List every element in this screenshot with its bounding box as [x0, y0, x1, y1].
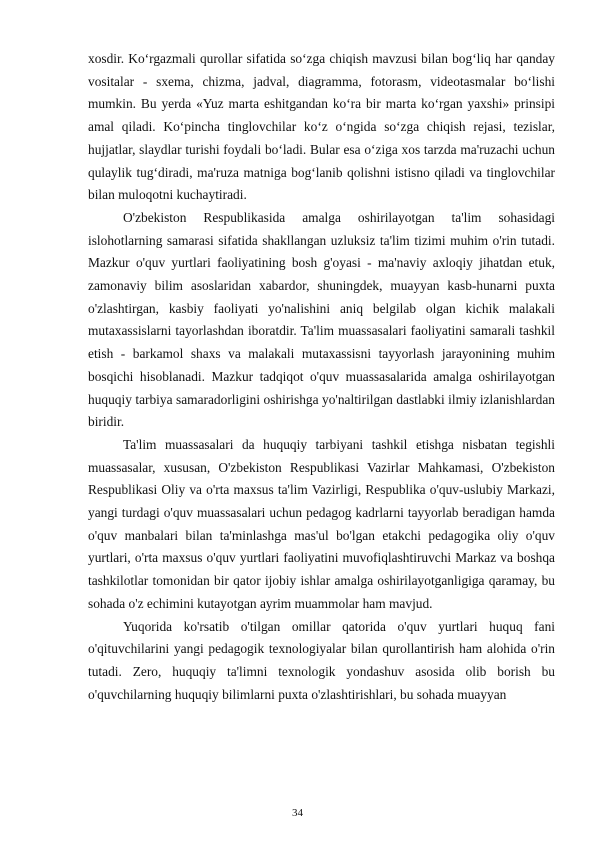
document-body	[88, 48, 555, 706]
paragraph-4: Yuqorida ko'rsatib o'tilgan omillar qatorida o'quv yurtlari huquq fani o'qituvchilarini yangi pedagogik texnologiyalar bilan qurollantirish ham alohida o'rin tutadi. Zero, huquqiy ta'limni texnologik yondashuv asosida olib borish bu o'quvchilarning huquqiy bilimlarni puxta o'zlashtirishlari, bu sohada muayyan	[88, 618, 555, 702]
page-number: 34	[292, 807, 303, 819]
paragraph-1: xosdir. Ko‘rgazmali qurollar sifatida so‘zga chiqish mavzusi bilan bog‘liq har qanday vositalar - sxema, chizma, jadval, diagramma, fotorasm, videotasmalar bo‘lishi mumkin. Bu yerda «Yuz marta eshitgandan ko‘ra bir marta ko‘rgan yaxshi» prinsipi amal qiladi. Ko‘pincha tinglovchilar ko‘z o‘ngida so‘zga chiqish rejasi, tezislar, hujjatlar, slaydlar turishi foydali bo‘ladi. Bular esa o‘ziga xos tarzda ma'ruzachi uchun qulaylik tug‘diradi, ma'ruza matniga bog‘lanib qolishni istisno qiladi va tinglovchilar bilan muloqotni kuchaytiradi.	[88, 51, 555, 203]
paragraph-3: Ta'lim muassasalari da huquqiy tarbiyani tashkil etishga nisbatan tegishli muassasalar, xususan, O'zbekiston Respublikasi Vazirlar Mahkamasi, O'zbekiston Respublikasi Oliy va o'rta maxsus ta'lim Vazirligi, Respublika o'quv-uslubiy Markazi, yangi turdagi o'quv muassasalari uchun pedagog kadrlarni tayyorlab beradigan hamda o'quv manbalari bilan ta'minlashga mas'ul bo'lgan etakchi pedagogika oliy o'quv yurtlari, o'rta maxsus o'quv yurtlari faoliyatini muvofiqlashtiruvchi Markaz va boshqa tashkilotlar tomonidan bir qator ijobiy ishlar amalga oshirilayotganligiga qaramay, bu sohada o'z echimini kutayotgan ayrim muammolar ham mavjud.	[88, 436, 555, 611]
paragraph-2: O'zbekiston Respublikasida amalga oshirilayotgan ta'lim sohasidagi islohotlarning samarasi sifatida shakllangan uzluksiz ta'lim tizimi muhim o'rin tutadi. Mazkur o'quv yurtlari faoliyatining bosh g'oyasi - ma'naviy axloqiy jihatdan etuk, zamonaviy bilim asoslaridan xabardor, shuningdek, muayyan kasb-hunarni puxta o'zlashtirgan, kasbiy faoliyati yo'nalishini aniq belgilab olgan kichik malakali mutaxassislarni tayorlashdan iboratdir. Ta'lim muassasalari faoliyatini samarali tashkil etish - barkamol shaxs va malakali mutaxassisni tayyorlash jarayonining muhim bosqichi hisoblanadi. Mazkur tadqiqot o'quv muassasalarida amalga oshirilayotgan huquqiy tarbiya samaradorligini oshirishga yo'naltirilgan dastlabki ilmiy izlanishlardan biridir.	[88, 209, 555, 430]
